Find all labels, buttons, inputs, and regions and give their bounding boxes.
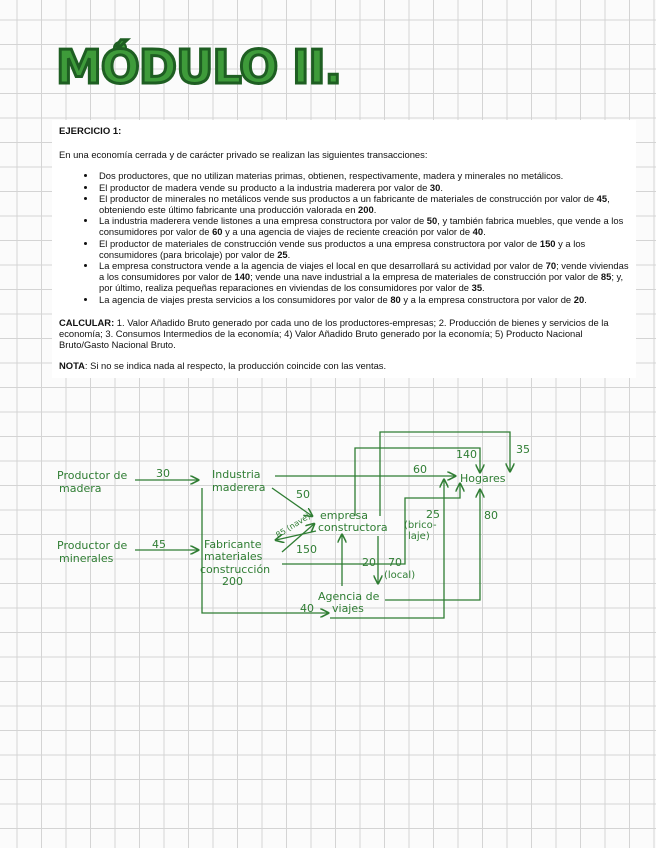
label-85-nave: 85 (nave) <box>274 511 312 540</box>
node-fabricante-line1: Fabricante <box>204 538 262 551</box>
nota-paragraph <box>59 360 629 371</box>
transaction-item <box>97 193 629 215</box>
transaction-text: La industria maderera vende listones a una empresa constructora por valor de <box>99 215 427 227</box>
transaction-text: Dos productores, que no utilizan materias primas, obtienen, respectivamente, madera y minerales no metálicos. <box>99 170 564 182</box>
page-title: MÓDULO II. <box>56 40 341 94</box>
label-150: 150 <box>296 543 317 556</box>
label-35: 35 <box>516 443 530 456</box>
label-80: 80 <box>484 509 498 522</box>
transaction-text: ; y, por último, realiza pequeñas reparaciones en viviendas de los consumidores por valor de <box>99 271 624 294</box>
transaction-text: . <box>483 226 486 238</box>
label-60: 60 <box>413 463 427 476</box>
label-20: 20 <box>362 556 376 569</box>
node-fabricante-line2: materiales <box>204 550 263 563</box>
nota-label: NOTA <box>59 360 85 372</box>
transaction-item <box>97 238 629 260</box>
exercise-document <box>52 120 636 378</box>
node-industria-line2: maderera <box>212 481 266 494</box>
transaction-text: La agencia de viajes presta servicios a los consumidores por valor de <box>99 293 391 305</box>
label-40: 40 <box>300 602 314 615</box>
transaction-value: 150 <box>539 237 556 249</box>
transaction-text: ; vende viviendas a los consumidores por valor de <box>99 260 629 283</box>
label-bricolaje-line2: laje) <box>408 531 430 542</box>
node-empresa-line1: empresa <box>320 509 368 522</box>
arrow-agencia-hogares <box>385 490 480 600</box>
transaction-text: . <box>482 282 485 294</box>
exercise-heading: EJERCICIO 1: <box>59 126 122 137</box>
node-madera-line1: Productor de <box>57 469 128 482</box>
transaction-item <box>97 260 629 294</box>
transaction-text: y a la empresa constructora por valor de <box>400 293 574 305</box>
transaction-text: . <box>373 204 377 216</box>
transaction-value: 140 <box>234 271 251 283</box>
node-industria-line1: Industria <box>212 468 261 481</box>
transaction-value: 30 <box>429 181 441 193</box>
label-local: (local) <box>384 570 416 581</box>
transaction-value: 20 <box>573 293 585 305</box>
calcular-label: CALCULAR: <box>59 316 115 328</box>
node-agencia-line1: Agencia de <box>318 590 380 603</box>
transaction-text: . <box>584 293 587 305</box>
node-agencia-line2: viajes <box>332 602 364 615</box>
transaction-value: 25 <box>277 248 288 260</box>
transaction-item <box>97 170 629 181</box>
node-madera-line2: madera <box>59 482 102 495</box>
node-hogares: Hogares <box>460 472 506 485</box>
transaction-text: , y también fabrica muebles, que vende a los consumidores por valor de <box>99 215 624 238</box>
transaction-value: 45 <box>596 192 608 204</box>
transaction-item <box>97 182 629 193</box>
node-fabricante-line3: construcción <box>200 563 271 576</box>
transaction-list <box>59 170 629 304</box>
transaction-item <box>97 215 629 237</box>
node-minerales-line1: Productor de <box>57 539 128 552</box>
calcular-text: 1. Valor Añadido Bruto generado por cada uno de los productores-empresas; 2. Producción de bienes y servicios de la economía; 3. Consumos Intermedios de la economía; 4) Valor Añadido Bruto generado por la economía; 5) Producto Nacional Bruto/Gasto Nacional Bruto. <box>59 316 609 351</box>
transaction-value: 70 <box>545 260 557 272</box>
exercise-intro: En una economía cerrada y de carácter privado se realizan las siguientes transacciones: <box>59 149 428 161</box>
transaction-text: y a una agencia de viajes de reciente creación por valor de <box>222 226 473 238</box>
transaction-text: El productor de minerales no metálicos vende sus productos a un fabricante de materiales de construcción por valor de <box>99 192 597 204</box>
nota-text: : Si no se indica nada al respecto, la producción coincide con las ventas. <box>84 360 387 372</box>
transaction-value: 80 <box>390 293 401 305</box>
node-fabricante-value: 200 <box>222 575 243 588</box>
transaction-text: . <box>287 248 291 260</box>
label-140: 140 <box>456 448 477 461</box>
transaction-value: 200 <box>358 204 374 216</box>
label-25: 25 <box>426 508 440 521</box>
transaction-text: ; vende una nave industrial a la empresa de materiales de construcción por valor de <box>250 271 601 283</box>
label-45: 45 <box>152 538 166 551</box>
transaction-text: , obteniendo este último fabricante una producción valorada en <box>99 192 610 216</box>
transaction-text: El productor de madera vende su producto a la industria maderera por valor de <box>99 181 430 193</box>
transaction-text: . <box>440 181 443 193</box>
label-bricolaje-line1: (brico- <box>404 520 437 531</box>
node-empresa-line2: constructora <box>318 521 388 534</box>
label-50: 50 <box>296 488 310 501</box>
transaction-value: 40 <box>472 226 484 238</box>
transaction-text: y a los consumidores (para bricolaje) por valor de <box>99 237 586 260</box>
transaction-text: La empresa constructora vende a la agencia de viajes el local en que desarrollará su actividad por valor de <box>99 260 546 272</box>
calcular-paragraph <box>59 317 629 351</box>
label-30: 30 <box>156 467 170 480</box>
transaction-value: 50 <box>426 215 438 227</box>
flow-diagram <box>0 428 656 658</box>
transaction-value: 60 <box>212 226 223 238</box>
node-minerales-line2: minerales <box>59 552 114 565</box>
transaction-value: 85 <box>600 271 612 283</box>
transaction-value: 35 <box>471 282 483 294</box>
transaction-item <box>97 294 629 305</box>
transaction-text: El productor de materiales de construcción vende sus productos a una empresa constructora por valor de <box>99 237 540 249</box>
label-70: 70 <box>388 556 402 569</box>
